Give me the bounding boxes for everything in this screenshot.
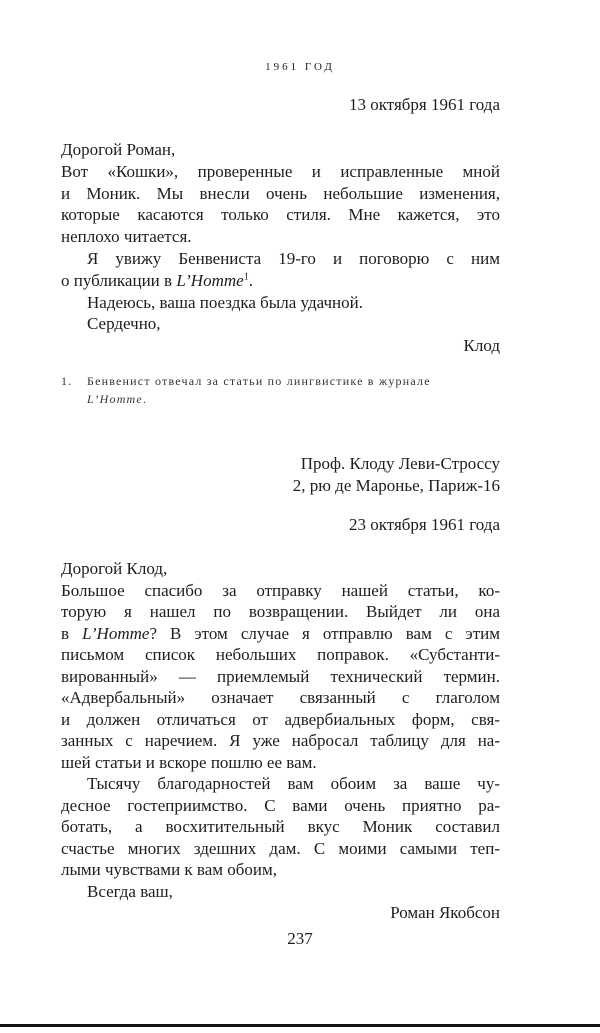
letter2-date: 23 октября 1961 года	[348, 515, 500, 534]
text-segment: Вот «Кошки», проверенные и исправленные мной	[61, 161, 500, 181]
address-line: 2, рю де Маронье, Париж-16	[292, 475, 500, 495]
text-line	[61, 558, 500, 580]
letter2-address	[61, 453, 500, 497]
text-segment: занных с наречием. Я уже набросал таблицу для на-	[61, 731, 500, 750]
page-bottom-rule	[0, 1024, 600, 1027]
footnote-number: 1.	[61, 374, 73, 388]
text-segment: Сердечно,	[87, 314, 161, 334]
text-segment: Я увижу Бенвениста 19-го и поговорю с ним	[87, 248, 500, 268]
text-segment: Клод	[463, 336, 500, 356]
text-segment: письмом список небольших поправок. «Субстанти-	[61, 645, 500, 664]
text-line	[61, 666, 500, 688]
text-line	[61, 795, 500, 817]
text-line	[61, 709, 500, 731]
text-segment: «Адвербальный» означает связанный с глаголом	[61, 688, 500, 707]
text-line	[61, 773, 500, 795]
text-segment: Тысячу благодарностей вам обоим за ваше чу-	[87, 774, 500, 793]
text-line	[61, 881, 500, 903]
text-line	[61, 161, 500, 183]
footnote-journal: L’Homme	[87, 392, 143, 406]
text-segment: ? В этом случае я отправлю вам с этим	[149, 623, 500, 643]
text-segment: Большое спасибо за отправку нашей статьи, ко-	[61, 580, 500, 600]
text-line	[61, 580, 500, 602]
text-segment: торую я нашел по возвращении. Выйдет ли она	[61, 602, 500, 621]
page-number: 237	[287, 929, 313, 948]
text-line	[61, 623, 500, 645]
text-line	[61, 248, 500, 270]
footnote-period: .	[142, 392, 148, 406]
text-segment: .	[248, 270, 253, 290]
letter1-date: 13 октября 1961 года	[348, 95, 500, 114]
running-head: 1961 ГОД	[265, 61, 335, 73]
letter2-body	[61, 558, 500, 924]
letter1-body	[61, 139, 500, 357]
text-segment: шей статьи и вскоре пошлю ее вам.	[61, 752, 317, 772]
text-line	[61, 752, 500, 774]
footnote-ref: 1	[243, 271, 249, 283]
footnote-text: Бенвенист отвечал за статьи по лингвистике в журнале	[87, 374, 431, 388]
text-segment: вированный» — приемлемый технический термин.	[61, 666, 500, 686]
text-line	[61, 859, 500, 881]
text-segment: которые касаются только стиля. Мне кажется, это	[61, 205, 500, 225]
text-line	[61, 601, 500, 623]
text-line	[61, 687, 500, 709]
footnote	[61, 372, 500, 408]
text-line	[61, 838, 500, 860]
text-segment: и Моник. Мы внесли очень небольшие изменения,	[61, 183, 500, 203]
text-line	[61, 139, 500, 161]
text-segment: счастье многих здешних дам. С моими самыми теп-	[61, 838, 500, 858]
text-line	[61, 335, 500, 357]
text-line	[61, 644, 500, 666]
text-segment: и должен отличаться от адвербиальных форм, свя-	[61, 709, 500, 729]
text-segment: Дорогой Клод,	[61, 559, 168, 578]
text-segment: Надеюсь, ваша поездка была удачной.	[87, 292, 363, 312]
text-segment: Всегда ваш,	[87, 881, 173, 901]
text-line	[61, 816, 500, 838]
text-line	[61, 183, 500, 205]
journal-title: L’Homme	[176, 270, 244, 290]
text-line	[61, 292, 500, 314]
journal-title: L’Homme	[82, 623, 150, 643]
text-line	[61, 902, 500, 924]
text-segment: в	[61, 623, 83, 643]
text-line	[61, 204, 500, 226]
address-line: Проф. Клоду Леви-Строссу	[300, 454, 500, 473]
text-segment: десное гостеприимство. С вами очень приятно ра-	[61, 795, 500, 815]
text-line	[61, 270, 500, 292]
text-segment: ботать, а восхитительный вкус Моник составил	[61, 817, 500, 836]
text-segment: лыми чувствами к вам обоим,	[61, 860, 278, 879]
text-line	[61, 313, 500, 335]
text-line	[61, 226, 500, 248]
text-segment: Роман Якобсон	[390, 903, 500, 922]
text-line	[61, 730, 500, 752]
text-segment: Дорогой Роман,	[61, 140, 176, 159]
text-segment: неплохо читается.	[61, 227, 192, 247]
text-segment: о публикации в	[61, 270, 177, 290]
